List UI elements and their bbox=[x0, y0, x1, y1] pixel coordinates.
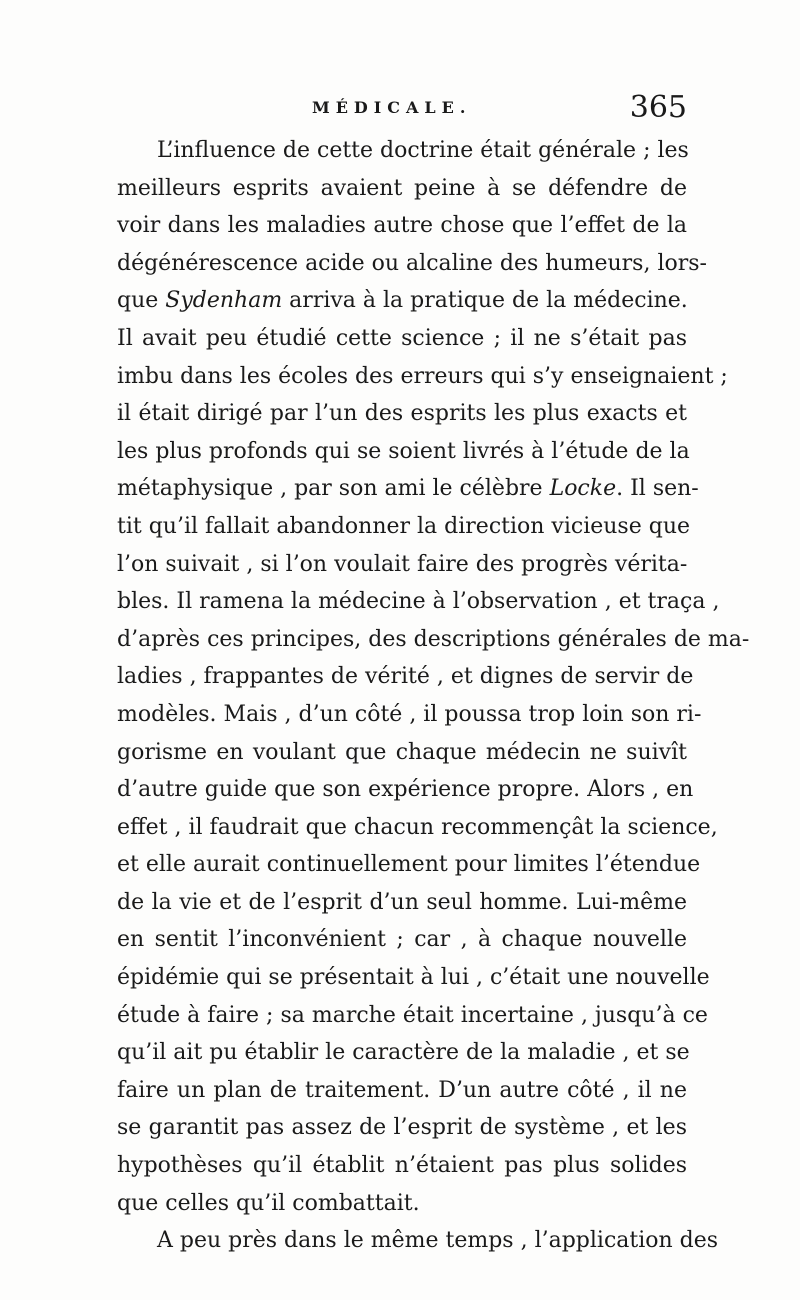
text-segment: L’influence de cette doctrine était générale ; les bbox=[157, 138, 689, 163]
text-line bbox=[117, 734, 687, 772]
text-line bbox=[117, 997, 708, 1035]
text-segment: les plus profonds qui se soient livrés à l’étude de la bbox=[117, 438, 690, 464]
running-title: MÉDICALE. bbox=[312, 98, 472, 117]
body-text bbox=[117, 132, 750, 1260]
text-segment: hypothèses qu’il établit n’étaient pas plus solides bbox=[117, 1153, 687, 1179]
text-segment: qu’il ait pu établir le caractère de la maladie , et se bbox=[117, 1040, 690, 1066]
text-segment: se garantit pas assez de l’esprit de système , et les bbox=[117, 1115, 687, 1141]
proper-name: Locke bbox=[549, 476, 617, 502]
text-line bbox=[117, 170, 687, 208]
text-line bbox=[117, 132, 687, 170]
text-segment: tit qu’il fallait abandonner la direction vicieuse que bbox=[117, 513, 691, 539]
text-segment: bles. Il ramena la médecine à l’observation , et traça , bbox=[117, 589, 720, 615]
text-segment: gorisme en voulant que chaque médecin ne suivît bbox=[117, 739, 687, 765]
text-segment: voir dans les maladies autre chose que l’effet de la bbox=[117, 213, 687, 239]
text-line bbox=[117, 433, 690, 471]
text-segment: étude à faire ; sa marche était incertaine , jusqu’à ce bbox=[117, 1002, 708, 1028]
text-line bbox=[117, 1147, 687, 1185]
text-line bbox=[117, 546, 687, 584]
text-segment: que bbox=[117, 288, 166, 314]
text-line bbox=[117, 884, 687, 922]
text-segment: modèles. Mais , d’un côté , il poussa trop loin son ri- bbox=[117, 701, 702, 727]
text-segment: effet , il faudrait que chacun recommençât la science, bbox=[117, 814, 718, 840]
text-segment: l’on suivait , si l’on voulait faire des progrès vérita- bbox=[117, 551, 688, 577]
text-line bbox=[117, 921, 687, 959]
text-segment: A peu près dans le même temps , l’application des bbox=[157, 1228, 719, 1254]
text-line bbox=[117, 658, 694, 696]
text-segment: épidémie qui se présentait à lui , c’était une nouvelle bbox=[117, 965, 710, 991]
text-segment: métaphysique , par son ami le célèbre bbox=[117, 476, 550, 502]
text-segment: d’après ces principes, des descriptions générales de ma- bbox=[117, 626, 750, 652]
text-line bbox=[117, 771, 694, 809]
text-segment: meilleurs esprits avaient peine à se défendre de bbox=[117, 175, 687, 201]
text-line bbox=[117, 1072, 687, 1110]
text-line bbox=[117, 358, 728, 396]
proper-name: Sydenham bbox=[165, 288, 283, 314]
text-segment: faire un plan de traitement. D’un autre côté , il ne bbox=[117, 1077, 687, 1103]
text-segment: . Il sen- bbox=[616, 476, 699, 502]
text-line bbox=[117, 1109, 687, 1147]
text-line bbox=[117, 207, 687, 245]
text-line bbox=[117, 245, 707, 283]
text-segment: dégénérescence acide ou alcaline des humeurs, lors- bbox=[117, 250, 707, 276]
text-line bbox=[117, 1222, 719, 1260]
text-line bbox=[117, 508, 691, 546]
text-segment: imbu dans les écoles des erreurs qui s’y enseignaient ; bbox=[117, 363, 728, 389]
text-segment: il était dirigé par l’un des esprits les plus exacts et bbox=[117, 401, 687, 427]
page-number: 365 bbox=[629, 90, 687, 125]
text-line bbox=[117, 1034, 690, 1072]
text-line bbox=[117, 1185, 687, 1223]
text-segment: ladies , frappantes de vérité , et dignes de servir de bbox=[117, 664, 694, 690]
running-head bbox=[117, 92, 687, 126]
text-segment: de la vie et de l’esprit d’un seul homme. Lui-même bbox=[117, 889, 687, 915]
text-segment: arriva à la pratique de la médecine. bbox=[282, 288, 688, 314]
text-segment: en sentit l’inconvénient ; car , à chaque nouvelle bbox=[117, 927, 687, 953]
text-line bbox=[117, 809, 718, 847]
text-line bbox=[117, 395, 687, 433]
text-segment: que celles qu’il combattait. bbox=[117, 1190, 420, 1216]
text-segment: d’autre guide que son expérience propre. Alors , en bbox=[117, 777, 694, 803]
text-segment: et elle aurait continuellement pour limites l’étendue bbox=[117, 852, 701, 878]
text-line bbox=[117, 696, 702, 734]
text-line bbox=[117, 470, 699, 508]
text-line bbox=[117, 621, 750, 659]
text-line bbox=[117, 583, 720, 621]
text-segment: Il avait peu étudié cette science ; il ne s’était pas bbox=[117, 325, 687, 351]
text-line bbox=[117, 959, 710, 997]
text-line bbox=[117, 846, 701, 884]
text-line bbox=[117, 320, 687, 358]
text-line bbox=[117, 282, 687, 320]
